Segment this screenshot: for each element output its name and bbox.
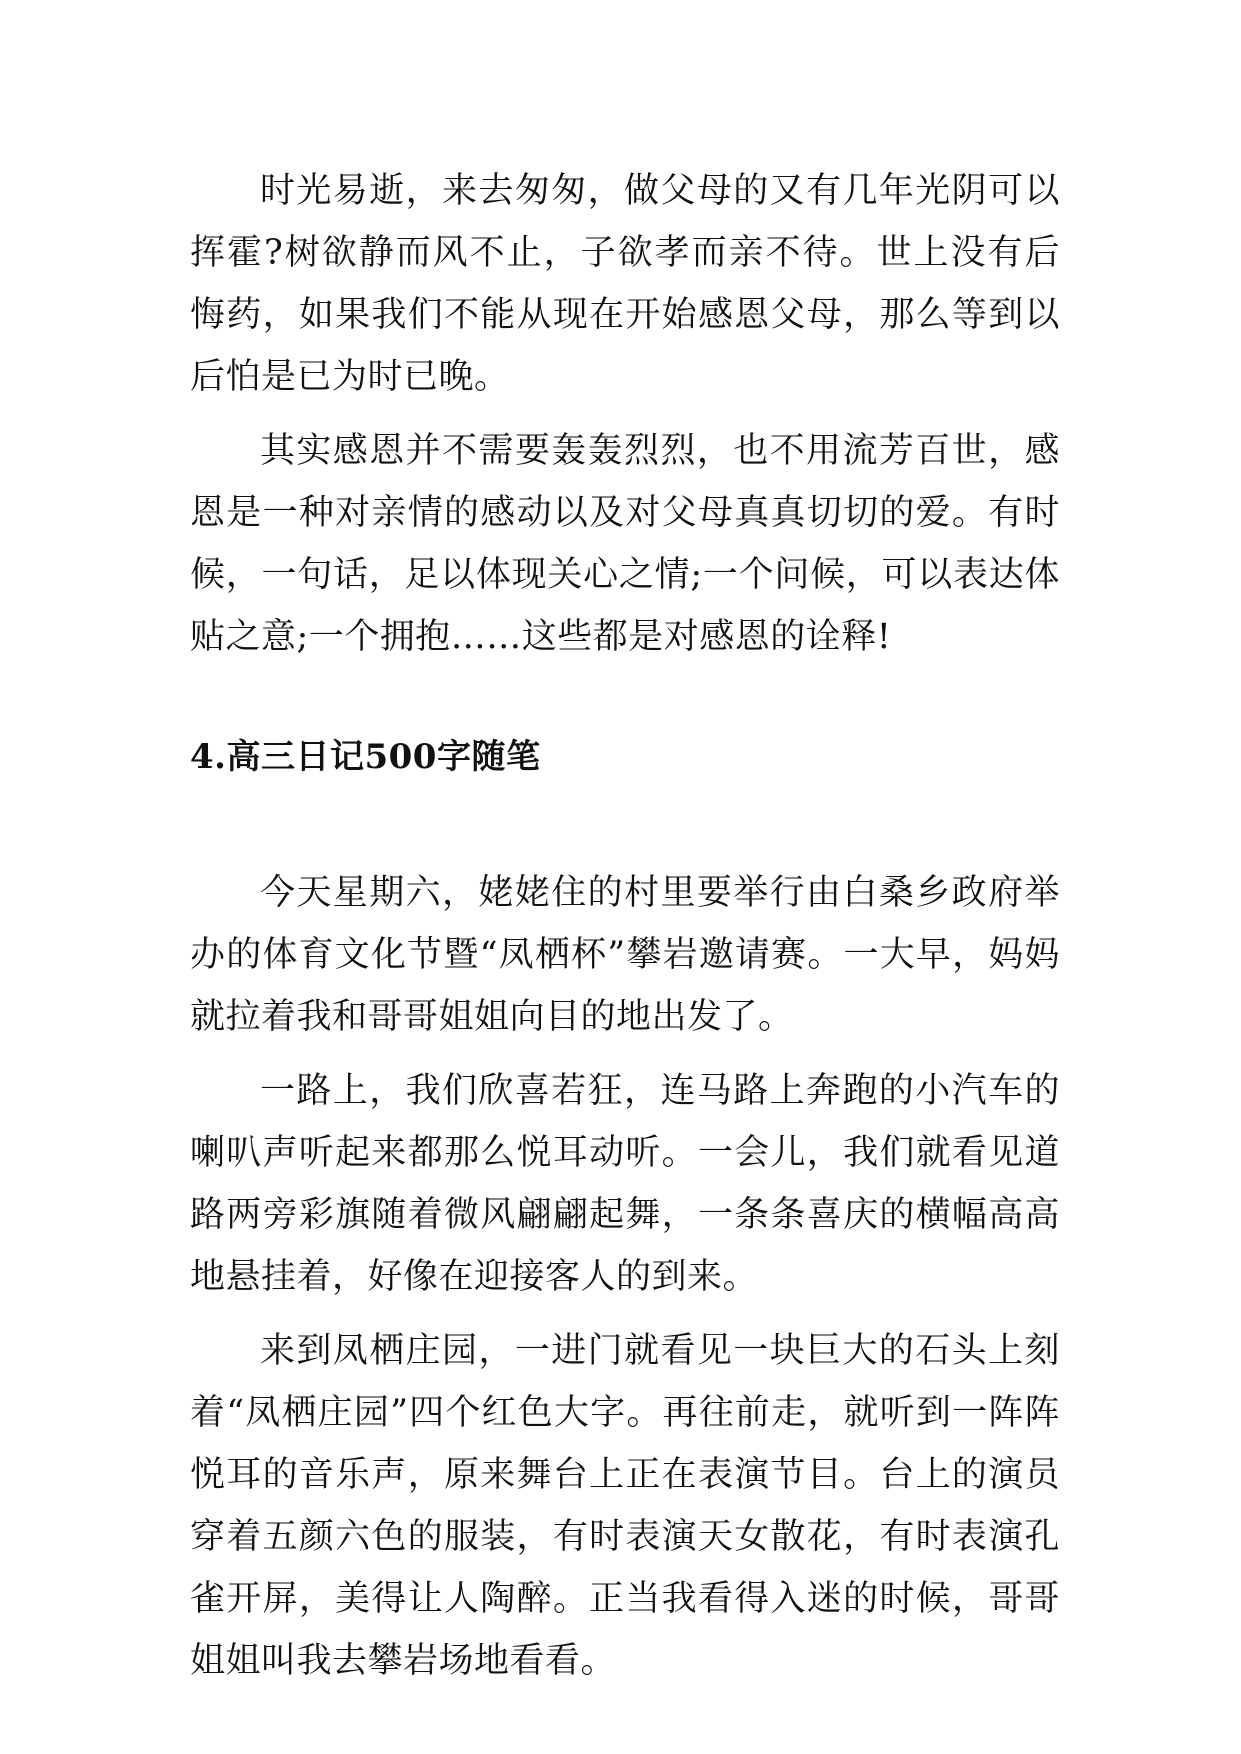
document-page xyxy=(190,160,1060,1692)
paragraph: 今天星期六，姥姥住的村里要举行由白桑乡政府举办的体育文化节暨“凤栖杯”攀岩邀请赛。一大早，妈妈就拉着我和哥哥姐姐向目的地出发了。 xyxy=(190,873,1060,1037)
section-title: 4.高三日记500字随笔 xyxy=(190,737,541,777)
paragraph: 一路上，我们欣喜若狂，连马路上奔跑的小汽车的喇叭声听起来都那么悦耳动听。一会儿，我们就看见道路两旁彩旗随着微风翩翩起舞，一条条喜庆的横幅高高地悬挂着，好像在迎接客人的到来。 xyxy=(190,1071,1060,1297)
paragraph: 其实感恩并不需要轰轰烈烈，也不用流芳百世，感恩是一种对亲情的感动以及对父母真真切切的爱。有时候，一句话，足以体现关心之情;一个问候，可以表达体贴之意;一个拥抱……这些都是对感恩的诠释! xyxy=(190,431,1060,657)
paragraph: 时光易逝，来去匆匆，做父母的又有几年光阴可以挥霍?树欲静而风不止，子欲孝而亲不待。世上没有后悔药，如果我们不能从现在开始感恩父母，那么等到以后怕是已为时已晚。 xyxy=(190,171,1060,397)
paragraph: 来到凤栖庄园，一进门就看见一块巨大的石头上刻着“凤栖庄园”四个红色大字。再往前走，就听到一阵阵悦耳的音乐声，原来舞台上正在表演节目。台上的演员穿着五颜六色的服装，有时表演天女散花，有时表演孔雀开屏，美得让人陶醉。正当我看得入迷的时候，哥哥姐姐叫我去攀岩场地看看。 xyxy=(190,1331,1060,1681)
